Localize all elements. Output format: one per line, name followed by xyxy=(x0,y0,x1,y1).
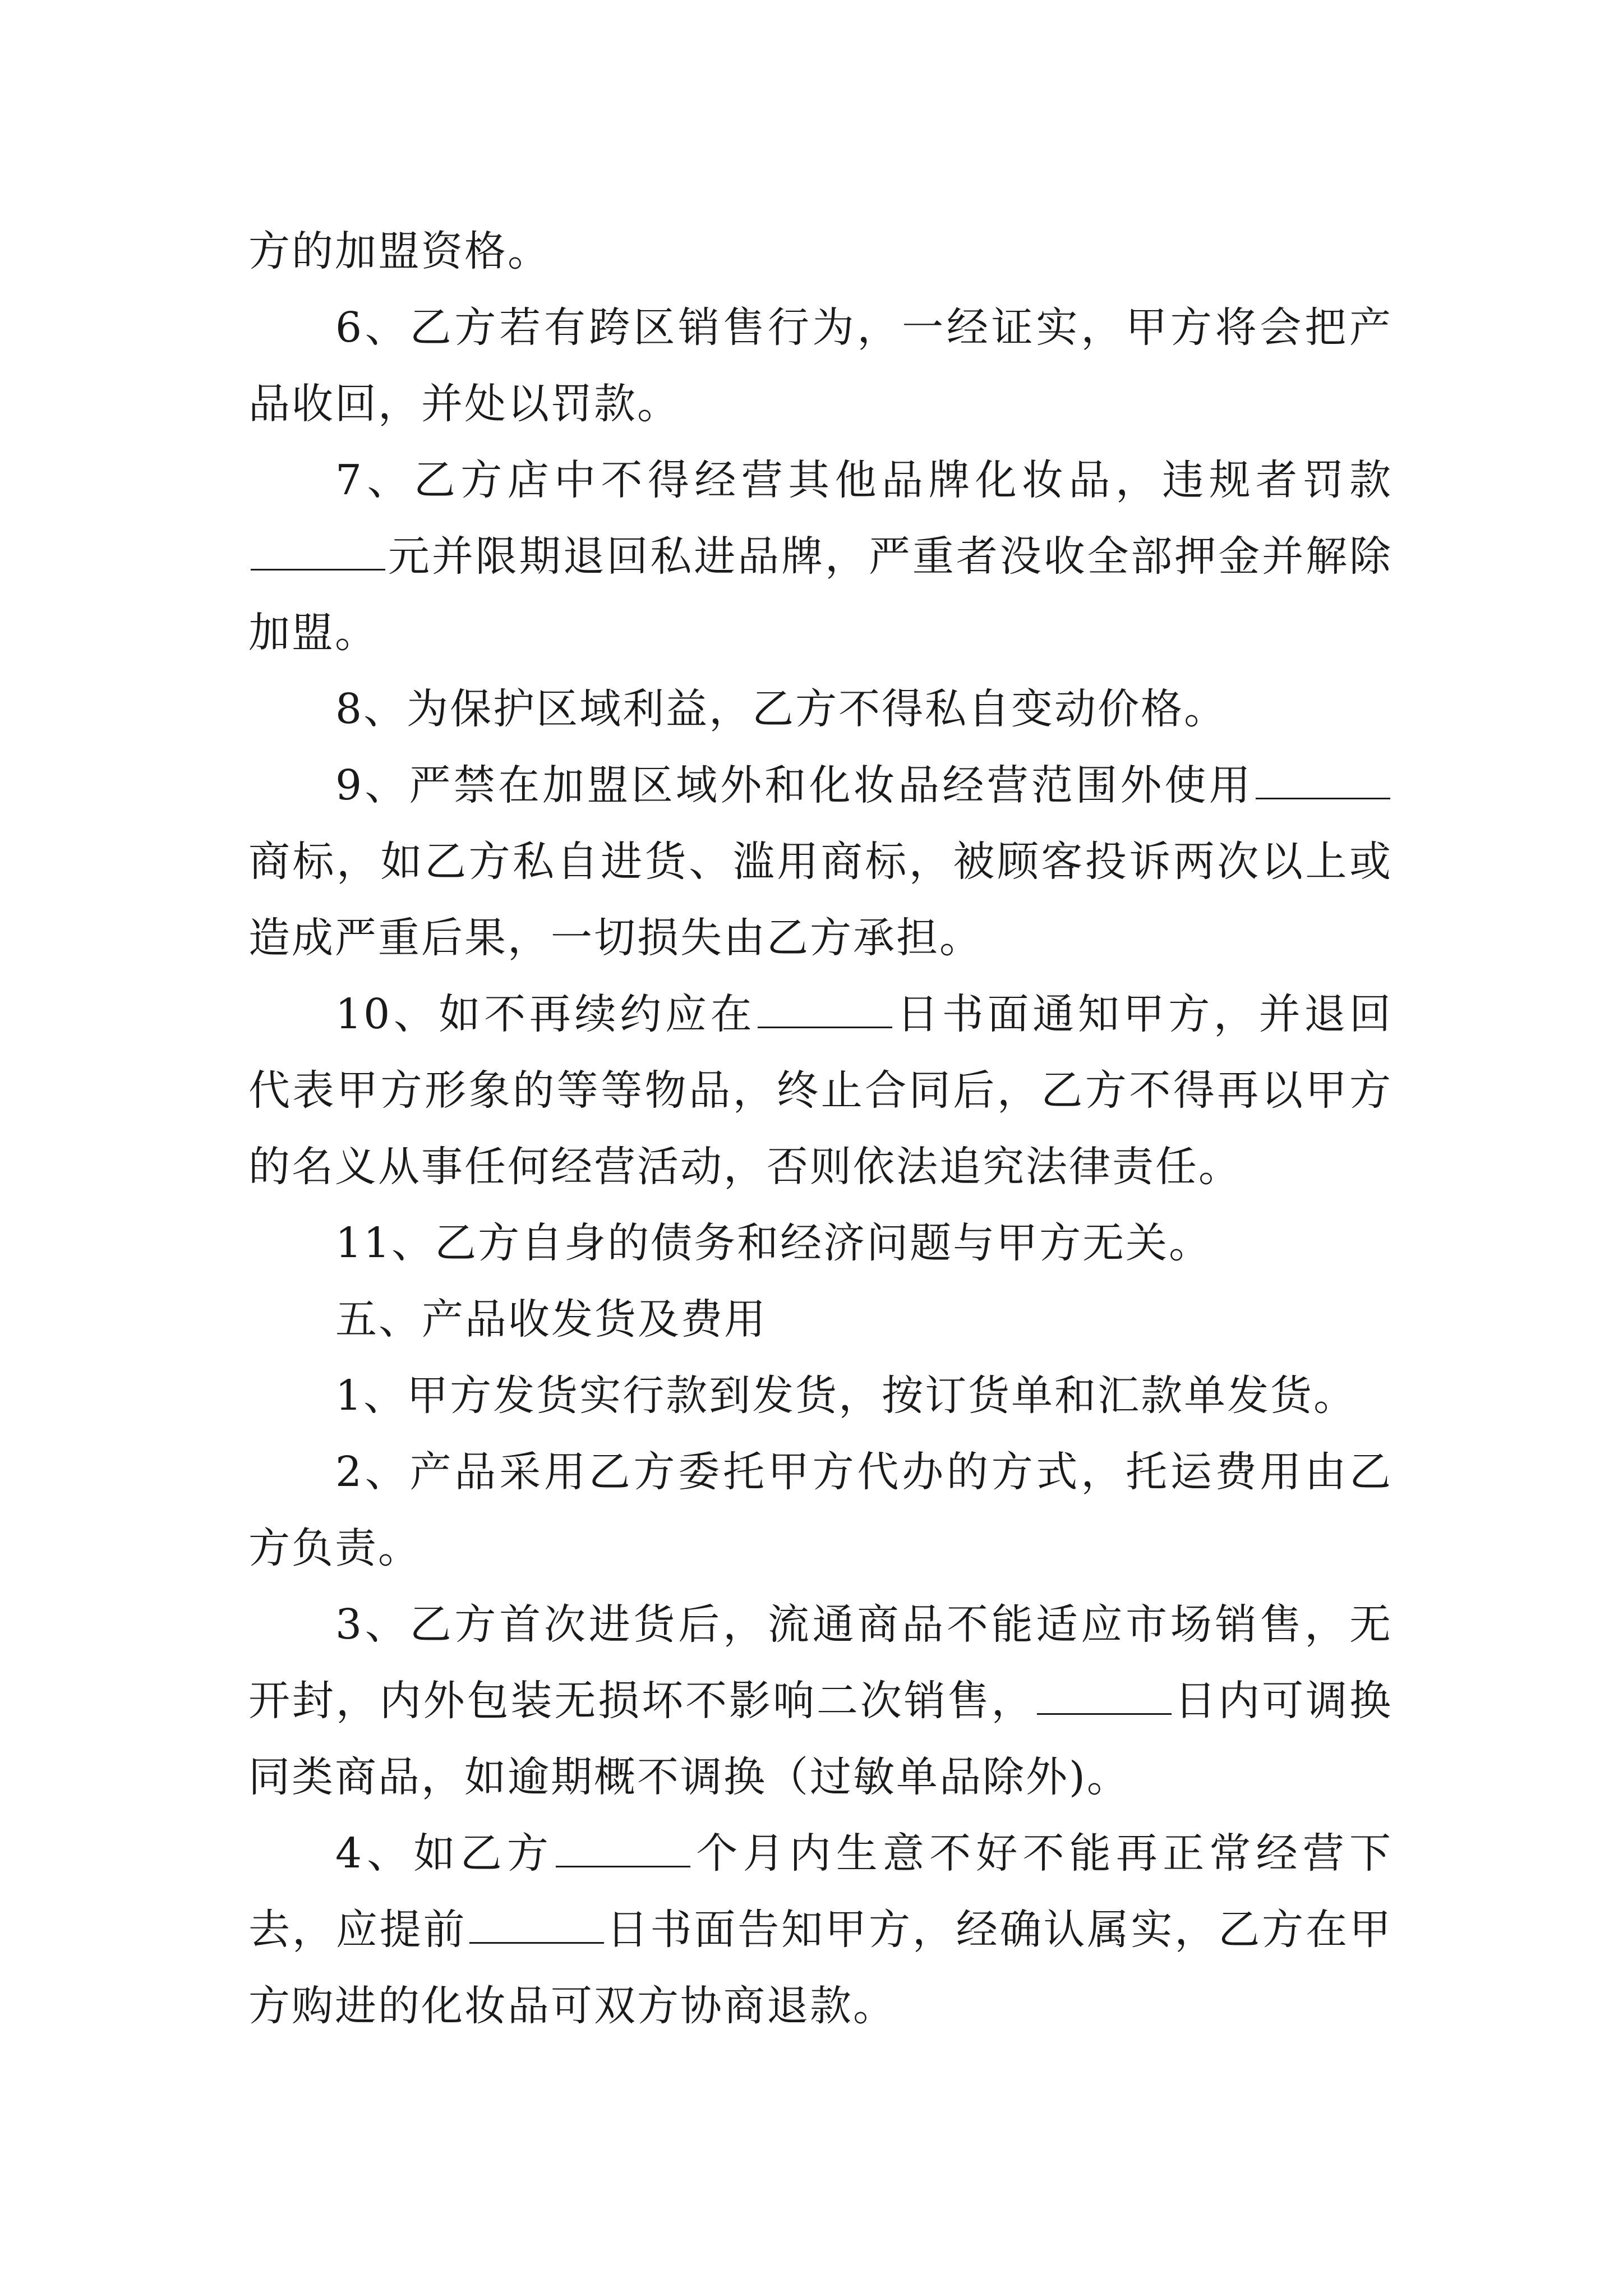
document-page xyxy=(248,213,1393,2044)
clause-text: 2、产品采用乙方委托甲方代办的方式，托运费用由乙方负责。 xyxy=(248,1448,1393,1572)
paragraph-continuation xyxy=(248,213,1393,289)
fill-blank xyxy=(556,1826,690,1867)
clause-8 xyxy=(248,671,1393,747)
clause-text: 10、如不再续约应在 xyxy=(335,990,756,1038)
clause-text: 3、乙方首次进货后，流通商品不能适应市场销售，无开封，内外包装无损坏不影响二次销售， xyxy=(248,1600,1393,1725)
clause-text: 11、乙方自身的债务和经济问题与甲方无关。 xyxy=(335,1219,1212,1267)
clause-text: 6、乙方若有跨区销售行为，一经证实，甲方将会把产品收回，并处以罚款。 xyxy=(248,303,1393,428)
clause-text: 个月内生意不好不能再正常经营下去，应提前 xyxy=(248,1829,1393,1954)
paragraph-text: 方的加盟资格。 xyxy=(248,227,551,275)
clause-text: 8、为保护区域利益，乙方不得私自变动价格。 xyxy=(335,685,1228,733)
clause-text: 日书面告知甲方，经确认属实，乙方在甲方购进的化妆品可双方协商退款。 xyxy=(248,1906,1393,2030)
clause-text: 商标，如乙方私自进货、滥用商标，被顾客投诉两次以上或造成严重后果，一切损失由乙方承担。 xyxy=(248,838,1393,962)
clause-text: 日内可调换同类商品，如逾期概不调换（过敏单品除外)。 xyxy=(248,1677,1393,1801)
clause-text: 日书面通知甲方，并退回代表甲方形象的等等物品，终止合同后，乙方不得再以甲方的名义从事任何经营活动，否则依法追究法律责任。 xyxy=(248,990,1393,1191)
shipping-clause-2 xyxy=(248,1434,1393,1586)
clause-text: 9、严禁在加盟区域外和化妆品经营范围外使用 xyxy=(335,761,1253,809)
clause-11 xyxy=(248,1205,1393,1281)
shipping-clause-3 xyxy=(248,1586,1393,1815)
shipping-clause-4 xyxy=(248,1815,1393,2044)
fill-blank xyxy=(758,987,892,1028)
clause-6 xyxy=(248,289,1393,442)
clause-text: 1、甲方发货实行款到发货，按订货单和汇款单发货。 xyxy=(335,1372,1357,1420)
clause-text: 7、乙方店中不得经营其他品牌化妆品，违规者罚款 xyxy=(335,456,1393,504)
fill-blank xyxy=(1037,1674,1172,1715)
clause-text: 元并限期退回私进品牌，严重者没收全部押金并解除加盟。 xyxy=(248,532,1393,657)
shipping-clause-1 xyxy=(248,1358,1393,1434)
clause-9 xyxy=(248,747,1393,976)
fill-blank xyxy=(469,1903,604,1944)
clause-text: 4、如乙方 xyxy=(335,1829,554,1878)
fill-blank xyxy=(1256,758,1390,799)
section-heading-5 xyxy=(248,1281,1393,1358)
clause-7 xyxy=(248,442,1393,671)
fill-blank xyxy=(251,530,385,570)
section-heading-text: 五、产品收发货及费用 xyxy=(335,1295,767,1343)
clause-10 xyxy=(248,976,1393,1205)
